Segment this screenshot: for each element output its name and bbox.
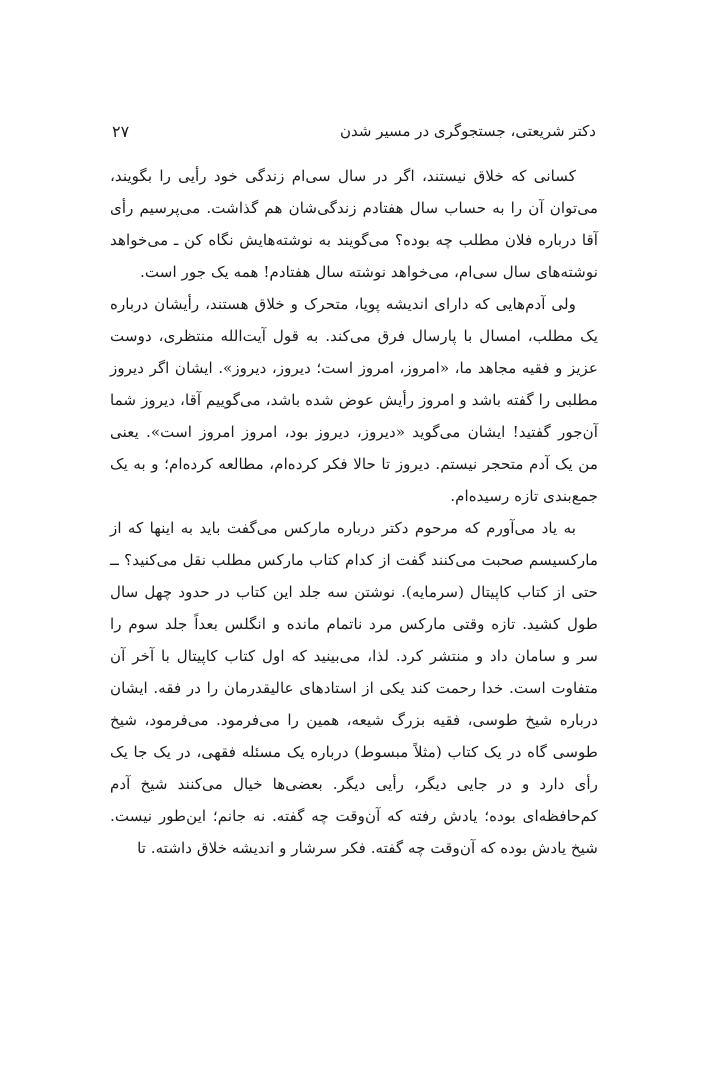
paragraph-1: کسانی که خلاق نیستند، اگر در سال سی‌ام زندگی خود رأیی را بگویند، می‌توان آن را به حساب سال هفتادم زندگی‌شان هم گذاشت. می‌پرسیم رأی آقا درباره فلان مطلب چه بوده؟ می‌گویند به نوشته‌هایش نگاه کن ـ می‌خواهد نوشته‌های سال سی‌ام، می‌خواهد نوشته سال هفتادم! همه یک جور است. [110,167,598,281]
running-header-title: دکتر شریعتی، جستجوگری در مسیر شدن [340,122,596,140]
body-text [110,160,598,864]
running-header [112,117,596,145]
page-number: ۲۷ [112,121,130,141]
paragraph-2: ولی آدم‌هایی که دارای اندیشه پویا، متحرک و خلاق هستند، رأیشان درباره یک مطلب، امسال با پارسال فرق می‌کند. به قول آیت‌الله منتظری، دوست عزیز و فقیه مجاهد ما، «امروز، امروز است؛ دیروز، دیروز». ایشان اگر دیروز مطلبی را گفته باشد و امروز رأیش عوض شده باشد، می‌گوییم آقا، دیروز شما آن‌جور گفتید! ایشان می‌گوید «دیروز، دیروز بود، امروز امروز است». یعنی من یک آدم متحجر نیستم. دیروز تا حالا فکر کرده‌ام، مطالعه کرده‌ام؛ و به یک جمع‌بندی تازه رسیده‌ام. [110,295,598,505]
paragraph-3: به یاد می‌آورم که مرحوم دکتر درباره مارکس می‌گفت باید به اینها که از مارکسیسم صحبت می‌کنند گفت از کدام کتاب مارکس مطلب نقل می‌کنید؟ ــ حتی از کتاب کاپیتال (سرمایه). نوشتن سه جلد این کتاب در حدود چهل سال طول کشید. تازه وقتی مارکس مرد ناتمام مانده و انگلس بعداً جلد سوم را سر و سامان داد و منتشر کرد. لذا، می‌بینید که اول کتاب کاپیتال با آخر آن متفاوت است. خدا رحمت کند یکی از استادهای عالیقدرمان را در فقه. ایشان درباره شیخ طوسی، فقیه بزرگ شیعه، همین را می‌فرمود. می‌فرمود، شیخ طوسی گاه در یک کتاب (مثلاً مبسوط) درباره یک مسئله فقهی، در یک جا یک رأی دارد و در جایی دیگر، رأیی دیگر. بعضی‌ها خیال می‌کنند شیخ آدم کم‌حافظه‌ای بوده؛ یادش رفته که آن‌وقت چه گفته. نه جانم؛ این‌طور نیست. شیخ یادش بوده که آن‌وقت چه گفته. فکر سرشار و اندیشه خلاق داشته. تا [110,519,598,857]
